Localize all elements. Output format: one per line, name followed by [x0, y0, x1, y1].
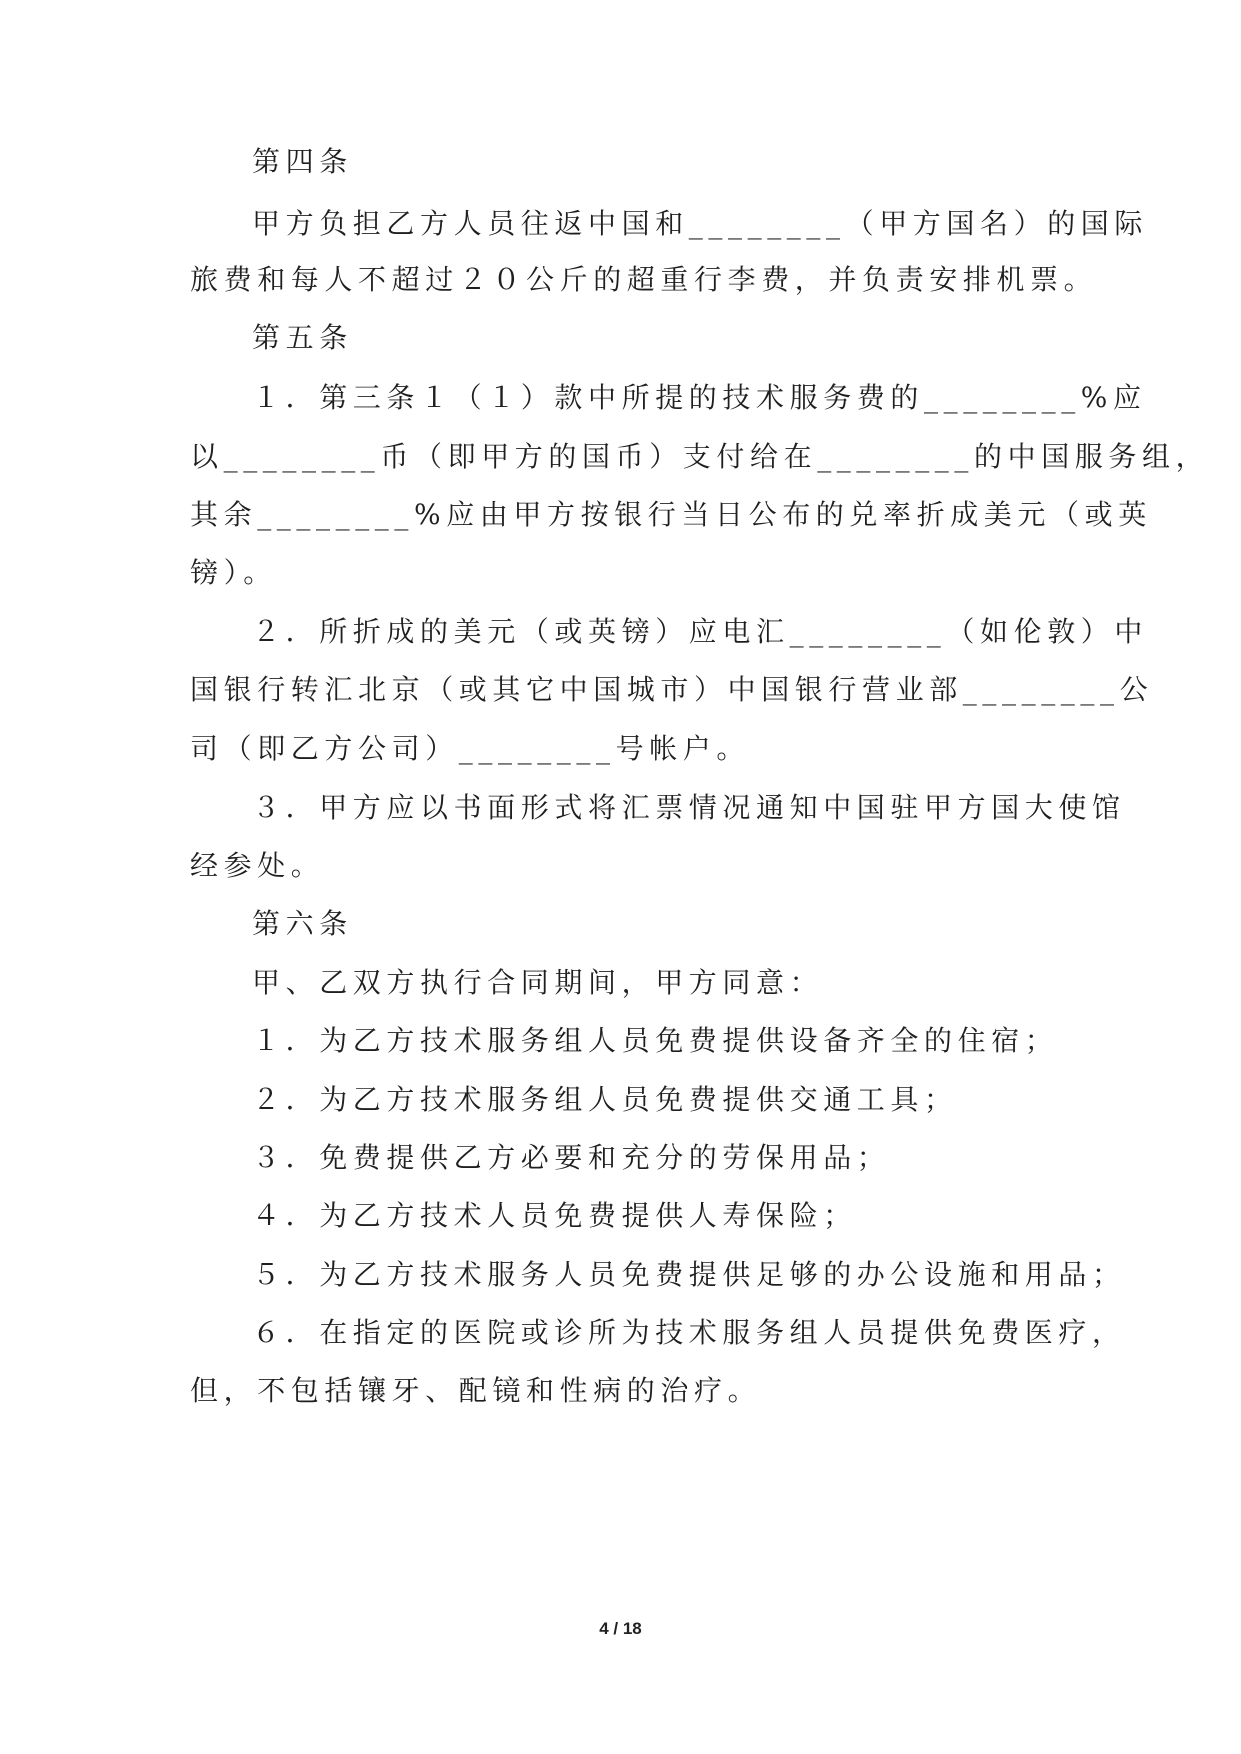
article-6-item-4: ４．为乙方技术人员免费提供人寿保险； [252, 1199, 857, 1232]
article-4-paragraph-line-1: 甲方负担乙方人员往返中国和________（甲方国名）的国际 [252, 207, 1149, 240]
page-number: 4 / 18 [599, 1619, 642, 1638]
article-6-intro: 甲、乙双方执行合同期间，甲方同意： [252, 966, 824, 999]
article-5-item-3-line-1: ３．甲方应以书面形式将汇票情况通知中国驻甲方国大使馆 [252, 791, 1126, 824]
article-6-item-1: １．为乙方技术服务组人员免费提供设备齐全的住宿； [252, 1024, 1059, 1057]
article-5-item-1-line-2: 以________币（即甲方的国币）支付给在________的中国服务组， [190, 440, 1210, 473]
article-4-heading: 第四条 [252, 145, 353, 178]
article-6-item-5: ５．为乙方技术服务人员免费提供足够的办公设施和用品； [252, 1258, 1126, 1291]
article-5-item-2-line-1: ２．所折成的美元（或英镑）应电汇________（如伦敦）中 [252, 615, 1149, 648]
article-5-item-3-line-2: 经参处。 [190, 849, 325, 882]
article-6-item-2: ２．为乙方技术服务组人员免费提供交通工具； [252, 1083, 958, 1116]
article-5-item-1-line-4: 镑）。 [190, 556, 277, 589]
article-5-item-1-line-1: １．第三条１（１）款中所提的技术服务费的________%应 [252, 381, 1147, 414]
article-5-item-2-line-3: 司（即乙方公司）________号帐户。 [190, 732, 751, 765]
article-4-paragraph-line-2: 旅费和每人不超过２０公斤的超重行李费，并负责安排机票。 [190, 263, 1098, 296]
article-6-item-3: ３．免费提供乙方必要和充分的劳保用品； [252, 1141, 891, 1174]
article-6-heading: 第六条 [252, 907, 353, 940]
article-6-item-6-line-2: 但，不包括镶牙、配镜和性病的治疗。 [190, 1374, 762, 1407]
article-6-item-6-line-1: ６．在指定的医院或诊所为技术服务组人员提供免费医疗， [252, 1316, 1126, 1349]
article-5-item-1-line-3: 其余________%应由甲方按银行当日公布的兑率折成美元（或英 [190, 498, 1152, 531]
article-5-item-2-line-2: 国银行转汇北京（或其它中国城市）中国银行营业部________公 [190, 673, 1154, 706]
article-5-heading: 第五条 [252, 321, 353, 354]
